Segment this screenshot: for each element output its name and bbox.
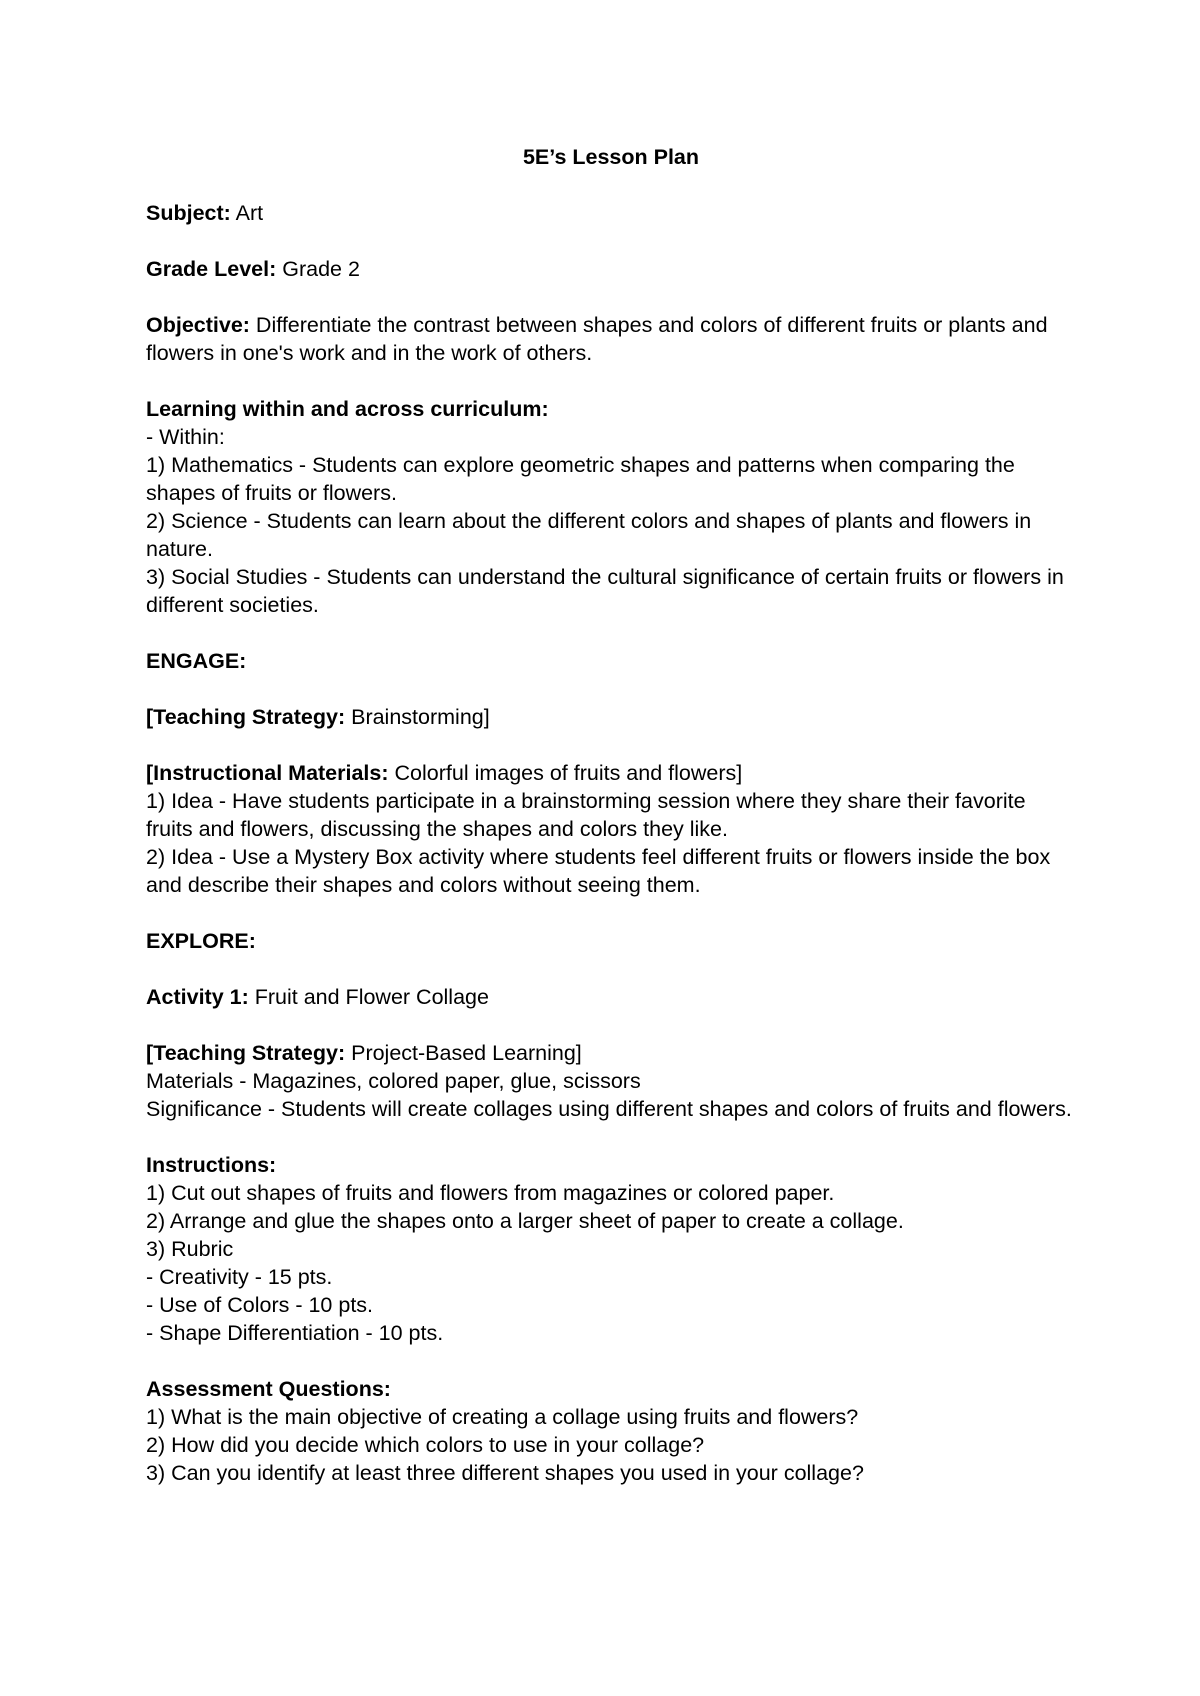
learning-heading: Learning within and across curriculum: bbox=[146, 397, 549, 421]
explore-significance: Significance - Students will create collages using different shapes and colors of fruits and flowers. bbox=[146, 1097, 1072, 1121]
subject-label: Subject: bbox=[146, 201, 231, 225]
engage-idea: 1) Idea - Have students participate in a brainstorming session where they share their favorite fruits and flowers, discussing the shapes and colors they like. bbox=[146, 789, 1026, 841]
explore-strategy-label: Teaching Strategy: bbox=[153, 1041, 346, 1065]
learning-item: 2) Science - Students can learn about the different colors and shapes of plants and flowers in nature. bbox=[146, 509, 1032, 561]
explore-activity-value: Fruit and Flower Collage bbox=[248, 985, 489, 1009]
subject-value: Art bbox=[230, 201, 264, 225]
engage-materials-label: Instructional Materials: bbox=[153, 761, 389, 785]
rubric-item: - Use of Colors - 10 pts. bbox=[146, 1293, 374, 1317]
rubric-item: - Shape Differentiation - 10 pts. bbox=[146, 1321, 444, 1345]
explore-strategy bbox=[146, 1039, 1076, 1067]
explore-heading: EXPLORE: bbox=[146, 929, 256, 953]
instructions-section bbox=[146, 1151, 1076, 1347]
objective-paragraph bbox=[146, 311, 1076, 367]
explore-strategy-section bbox=[146, 1039, 1076, 1123]
explore-strategy-value: Project-Based Learning] bbox=[345, 1041, 582, 1065]
grade-line bbox=[146, 255, 1076, 283]
grade-label: Grade Level: bbox=[146, 257, 277, 281]
assessment-section bbox=[146, 1375, 1076, 1487]
page-title: 5E’s Lesson Plan bbox=[522, 145, 700, 169]
instruction-item: 1) Cut out shapes of fruits and flowers from magazines or colored paper. bbox=[146, 1181, 835, 1205]
explore-strategy-open: [ bbox=[146, 1041, 154, 1065]
engage-strategy bbox=[146, 703, 1076, 731]
engage-strategy-value: Brainstorming] bbox=[345, 705, 490, 729]
rubric-item: - Creativity - 15 pts. bbox=[146, 1265, 333, 1289]
engage-strategy-open: [ bbox=[146, 705, 154, 729]
document-page bbox=[146, 143, 1076, 1487]
engage-materials-open: [ bbox=[146, 761, 154, 785]
explore-activity-label: Activity 1: bbox=[146, 985, 249, 1009]
assessment-question: 1) What is the main objective of creating a collage using fruits and flowers? bbox=[146, 1405, 859, 1429]
explore-activity bbox=[146, 983, 1076, 1011]
instruction-item: 3) Rubric bbox=[146, 1237, 234, 1261]
learning-section bbox=[146, 395, 1076, 619]
engage-heading: ENGAGE: bbox=[146, 649, 247, 673]
objective-value: Differentiate the contrast between shapes and colors of different fruits or plants and flowers in one's work and in the work of others. bbox=[146, 313, 1048, 365]
assessment-question: 3) Can you identify at least three different shapes you used in your collage? bbox=[146, 1461, 864, 1485]
objective-label: Objective: bbox=[146, 313, 250, 337]
learning-item: 3) Social Studies - Students can understand the cultural significance of certain fruits or flowers in different societies. bbox=[146, 565, 1064, 617]
engage-strategy-label: Teaching Strategy: bbox=[153, 705, 346, 729]
instruction-item: 2) Arrange and glue the shapes onto a larger sheet of paper to create a collage. bbox=[146, 1209, 904, 1233]
grade-value: Grade 2 bbox=[276, 257, 360, 281]
instructions-heading: Instructions: bbox=[146, 1153, 277, 1177]
learning-within: - Within: bbox=[146, 425, 225, 449]
learning-item: 1) Mathematics - Students can explore geometric shapes and patterns when comparing the shapes of fruits or flowers. bbox=[146, 453, 1015, 505]
subject-line bbox=[146, 199, 1076, 227]
engage-materials-section bbox=[146, 759, 1076, 899]
engage-materials-value: Colorful images of fruits and flowers] bbox=[388, 761, 743, 785]
assessment-heading: Assessment Questions: bbox=[146, 1377, 391, 1401]
engage-idea: 2) Idea - Use a Mystery Box activity where students feel different fruits or flowers inside the box and describe their shapes and colors without seeing them. bbox=[146, 845, 1051, 897]
engage-materials bbox=[146, 759, 1076, 787]
explore-materials: Materials - Magazines, colored paper, glue, scissors bbox=[146, 1069, 641, 1093]
assessment-question: 2) How did you decide which colors to use in your collage? bbox=[146, 1433, 705, 1457]
